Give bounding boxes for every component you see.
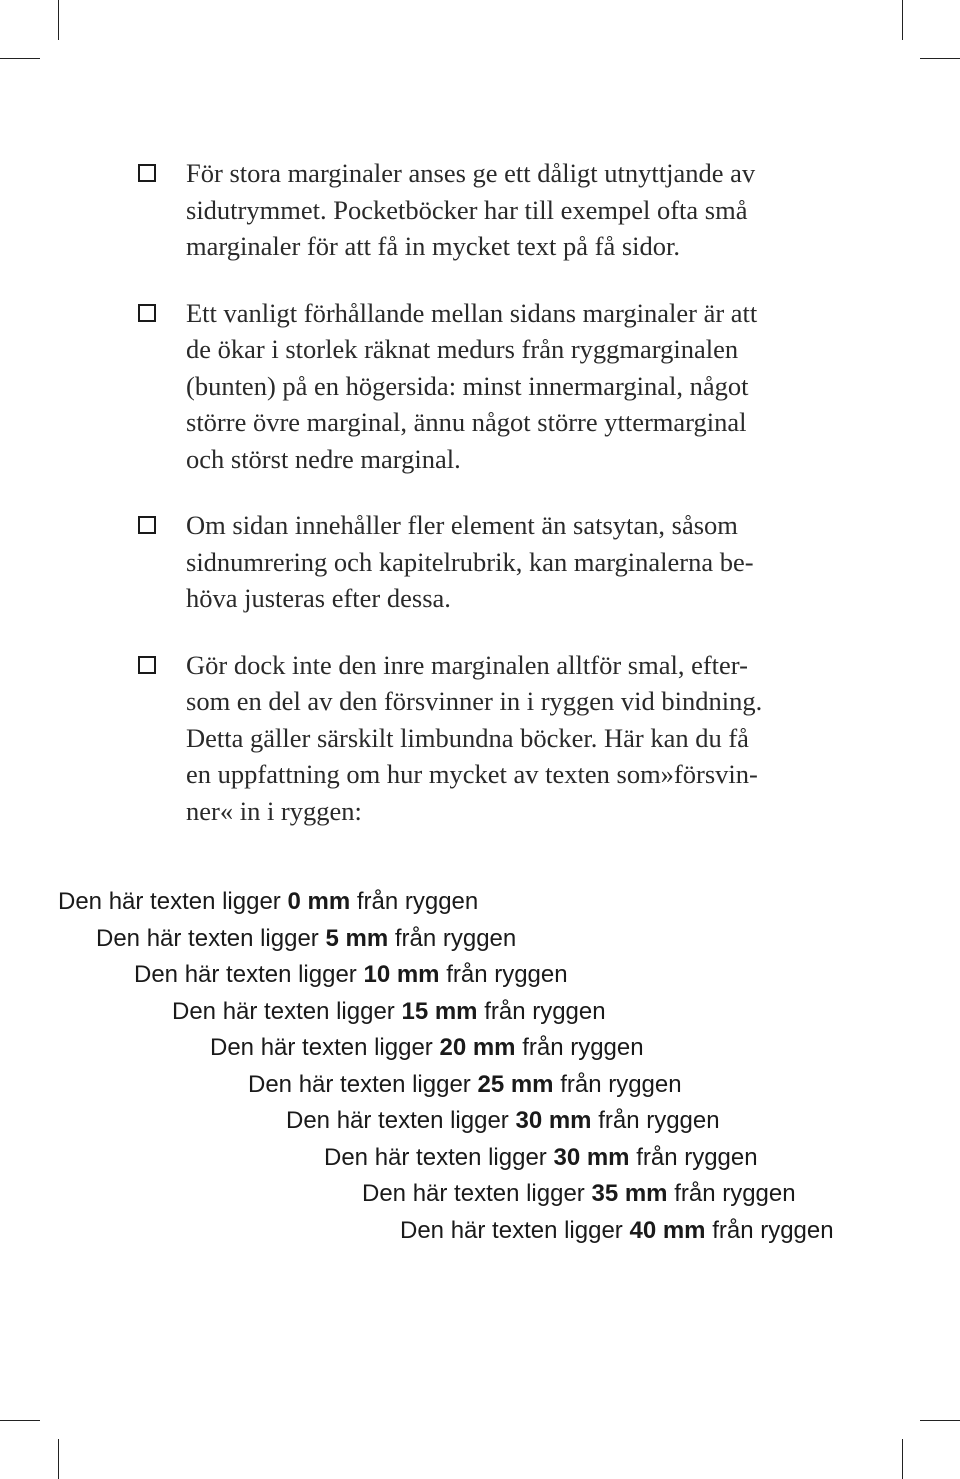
demo-suffix: från ryggen — [394, 924, 517, 952]
crop-mark-top-left — [58, 0, 59, 40]
demo-prefix: Den här texten ligger — [400, 1216, 623, 1244]
text-line: Om sidan innehåller fler element än satsytan, såsom — [186, 510, 738, 540]
demo-distance: 20 mm — [439, 1034, 516, 1061]
text-line: ner« in i ryggen: — [186, 795, 362, 826]
text-line: Detta gäller särskilt limbundna böcker. Här kan du få — [186, 722, 749, 753]
demo-suffix: från ryggen — [674, 1180, 796, 1207]
crop-mark-bottom-right — [902, 1439, 903, 1479]
demo-line — [0, 1103, 960, 1140]
crop-mark-top-right-horizontal — [920, 58, 960, 59]
text-line: sidutrymmet. Pocketböcker har till exempel ofta små — [186, 194, 748, 225]
demo-distance: 5 mm — [325, 924, 389, 952]
checklist-item — [138, 507, 818, 617]
text-line: marginaler för att få in mycket text på få sidor. — [186, 231, 681, 261]
demo-distance: 35 mm — [591, 1180, 668, 1207]
spine-distance-demo — [0, 884, 960, 1249]
demo-line — [0, 957, 960, 994]
demo-prefix: Den här texten ligger — [134, 961, 357, 988]
demo-line — [0, 884, 960, 921]
crop-mark-top-left-horizontal — [0, 58, 40, 59]
demo-distance: 10 mm — [363, 961, 440, 988]
crop-mark-bottom-right-horizontal — [920, 1420, 960, 1421]
text-line: Gör dock inte den inre marginalen alltför smal, efter- — [186, 649, 748, 680]
checklist-item — [138, 295, 818, 478]
demo-line — [0, 1067, 960, 1104]
demo-prefix: Den här texten ligger — [58, 888, 281, 915]
text-line: (bunten) på en högersida: minst innermarginal, något — [186, 370, 749, 401]
demo-line — [0, 1140, 960, 1177]
checklist-item — [138, 155, 818, 265]
demo-prefix: Den här texten ligger — [96, 924, 319, 952]
demo-line — [0, 994, 960, 1031]
demo-prefix: Den här texten ligger — [248, 1070, 471, 1098]
demo-suffix: från ryggen — [636, 1143, 758, 1171]
checklist-item-text — [186, 295, 818, 478]
demo-suffix: från ryggen — [598, 1107, 720, 1134]
demo-distance: 30 mm — [515, 1107, 592, 1134]
checkbox-icon — [138, 304, 156, 322]
crop-mark-top-right — [902, 0, 903, 40]
demo-distance: 15 mm — [401, 997, 478, 1025]
demo-suffix: från ryggen — [522, 1034, 644, 1061]
checklist-item-text — [186, 647, 818, 830]
crop-mark-bottom-left-horizontal — [0, 1420, 40, 1421]
text-line: och störst nedre marginal. — [186, 443, 461, 474]
demo-distance: 0 mm — [287, 888, 351, 915]
checkbox-icon — [138, 164, 156, 182]
text-line: sidnumrering och kapitelrubrik, kan marginalerna be- — [186, 546, 754, 577]
demo-distance: 40 mm — [629, 1216, 706, 1244]
demo-prefix: Den här texten ligger — [362, 1180, 585, 1207]
checklist-item — [138, 647, 818, 830]
demo-suffix: från ryggen — [712, 1216, 834, 1244]
demo-line — [0, 921, 960, 958]
checklist — [138, 155, 818, 859]
demo-prefix: Den här texten ligger — [324, 1143, 547, 1171]
text-line: som en del av den försvinner in i ryggen vid bindning. — [186, 686, 763, 716]
demo-prefix: Den här texten ligger — [210, 1034, 433, 1061]
demo-distance: 30 mm — [553, 1143, 630, 1171]
text-line: höva justeras efter dessa. — [186, 583, 451, 613]
demo-suffix: från ryggen — [446, 961, 568, 988]
demo-line — [0, 1213, 960, 1250]
text-line: För stora marginaler anses ge ett dåligt utnyttjande av — [186, 158, 756, 188]
text-line: de ökar i storlek räknat medurs från ryggmarginalen — [186, 334, 739, 364]
demo-suffix: från ryggen — [356, 888, 479, 915]
demo-distance: 25 mm — [477, 1070, 554, 1098]
text-line: en uppfattning om hur mycket av texten som»försvin- — [186, 759, 758, 789]
demo-suffix: från ryggen — [484, 997, 606, 1025]
text-line: Ett vanligt förhållande mellan sidans marginaler är att — [186, 297, 758, 328]
demo-prefix: Den här texten ligger — [286, 1107, 509, 1134]
crop-mark-bottom-left — [58, 1439, 59, 1479]
demo-line — [0, 1176, 960, 1213]
demo-suffix: från ryggen — [560, 1070, 682, 1098]
checkbox-icon — [138, 656, 156, 674]
checklist-item-text — [186, 155, 818, 265]
checkbox-icon — [138, 516, 156, 534]
checklist-item-text — [186, 507, 818, 617]
text-line: större övre marginal, ännu något större yttermarginal — [186, 407, 747, 437]
demo-prefix: Den här texten ligger — [172, 997, 395, 1025]
demo-line — [0, 1030, 960, 1067]
